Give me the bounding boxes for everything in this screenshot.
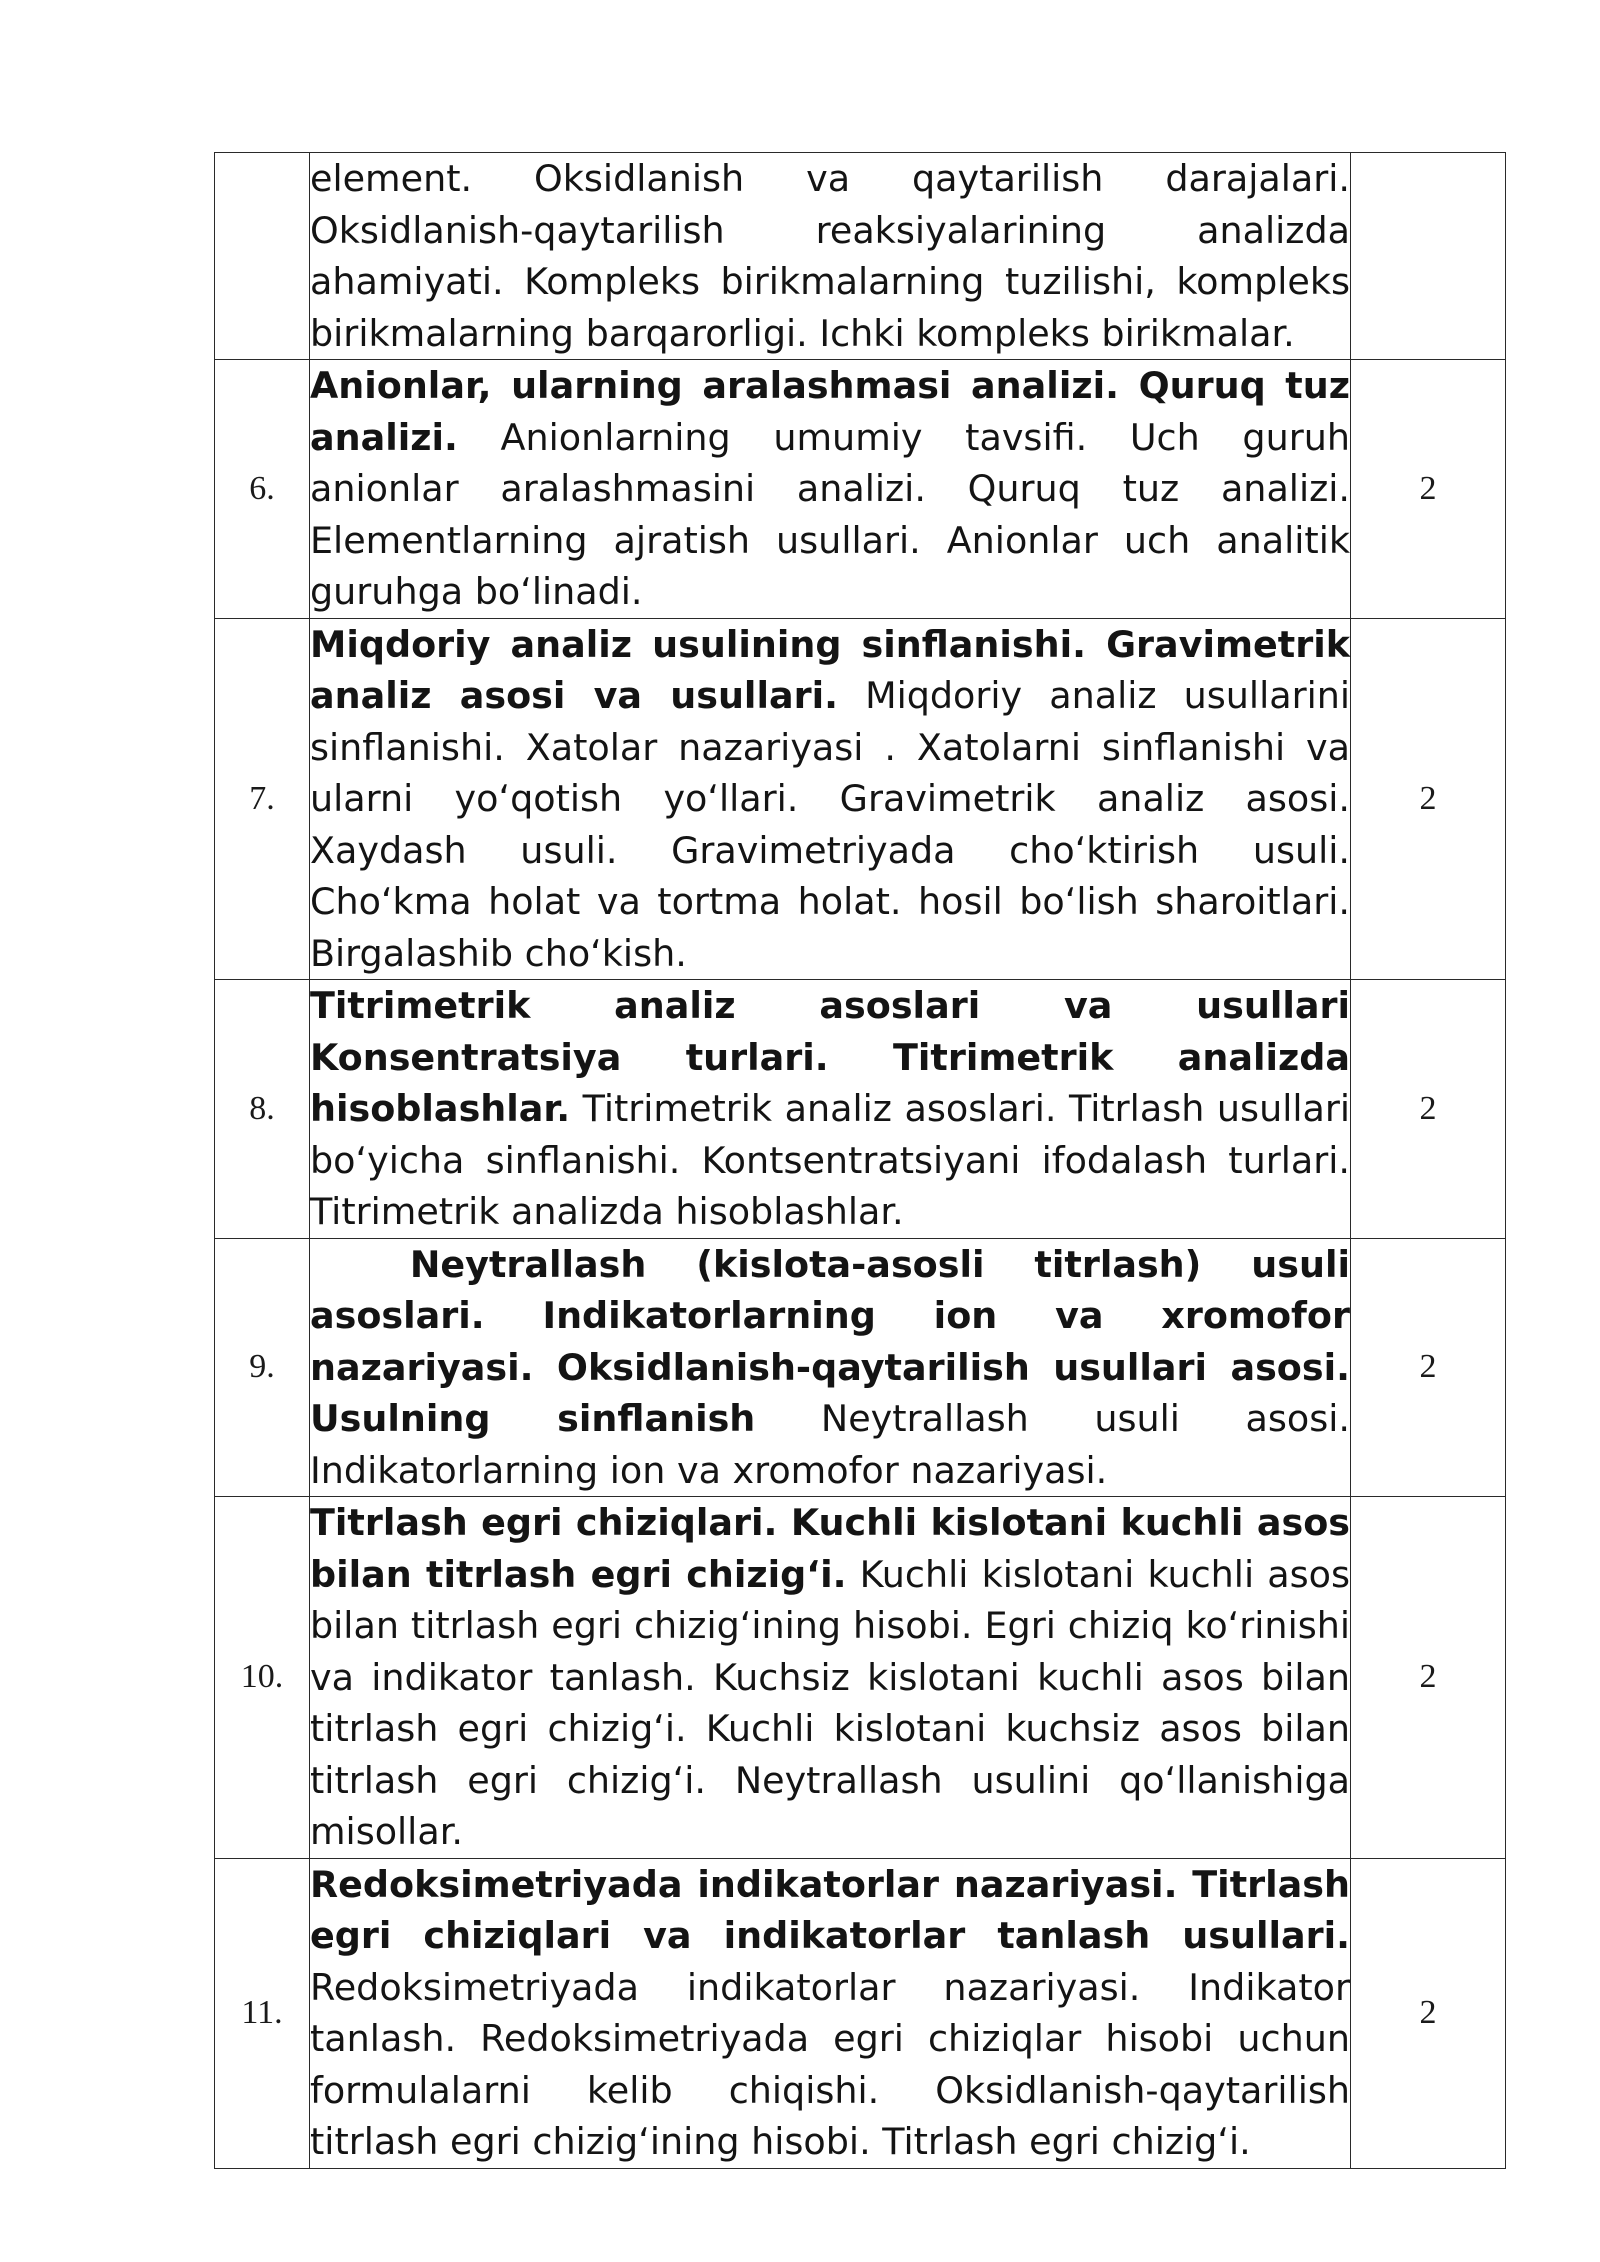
topic-cell bbox=[310, 1497, 1351, 1859]
row-number: 6. bbox=[215, 360, 310, 619]
topic-cell bbox=[310, 153, 1351, 360]
topic-description: Neytrallash usuli asosi. Indikatorlarning ion va xromofor nazariyasi. bbox=[310, 1397, 1350, 1492]
topic-title: Miqdoriy analiz usulining sinflanishi. Gravimetrik analiz asosi va usullari. bbox=[310, 622, 1350, 717]
hours-cell bbox=[1351, 153, 1506, 360]
hours-cell: 2 bbox=[1351, 980, 1506, 1239]
topic-title: Anionlar, ularning aralashmasi analizi. Quruq tuz analizi. bbox=[310, 364, 1350, 459]
topic-title: Redoksimetriyada indikatorlar nazariyasi. Titrlash egri chiziqlari va indikatorlar tanlash usullari. bbox=[310, 1862, 1350, 1957]
row-number: 7. bbox=[215, 618, 310, 980]
topic-description: Kuchli kislotani kuchli asos bilan titrlash egri chizig‘ining hisobi. Egri chiziq ko‘rinishi va indikator tanlash. Kuchsiz kislotani kuchli asos bilan titrlash egri chizig‘i. Kuchli kislotani kuchsiz asos bilan titrlash egri chizig‘i. Neytrallash usulini qo‘llanishiga misollar. bbox=[310, 1552, 1350, 1853]
topic-description: Anionlarning umumiy tavsifi. Uch guruh anionlar aralashmasini analizi. Quruq tuz analizi. Elementlarning ajratish usullari. Anionlar uch analitik guruhga bo‘linadi. bbox=[310, 415, 1350, 613]
row-number: 11. bbox=[215, 1858, 310, 2168]
hours-cell: 2 bbox=[1351, 1497, 1506, 1859]
topic-cell bbox=[310, 360, 1351, 619]
table-row bbox=[215, 360, 1506, 619]
topic-description: Miqdoriy analiz usullarini sinflanishi. Xatolar nazariyasi . Xatolarni sinflanishi va ularni yo‘qotish yo‘llari. Gravimetrik analiz asosi. Xaydash usuli. Gravimetriyada cho‘ktirish usuli. Cho‘kma holat va tortma holat. hosil bo‘lish sharoitlari. Birgalashib cho‘kish. bbox=[310, 674, 1350, 975]
topic-description: element. Oksidlanish va qaytarilish darajalari. Oksidlanish-qaytarilish reaksiyalarining analizda ahamiyati. Kompleks birikmalarning tuzilishi, kompleks birikmalarning barqarorligi. Ichki kompleks birikmalar. bbox=[310, 157, 1350, 355]
topic-description: Redoksimetriyada indikatorlar nazariyasi. Indikator tanlash. Redoksimetriyada egri chiziqlar hisobi uchun formulalarni kelib chiqishi. Oksidlanish-qaytarilish titrlash egri chizig‘ining hisobi. Titrlash egri chizig‘i. bbox=[310, 1965, 1350, 2163]
topic-cell bbox=[310, 1238, 1363, 1497]
topic-cell bbox=[310, 980, 1351, 1239]
hours-cell: 2 bbox=[1351, 618, 1506, 980]
row-number bbox=[215, 153, 310, 360]
topic-cell bbox=[310, 618, 1351, 980]
topic-description: Titrimetrik analiz asoslari. Titrlash usullari bo‘yicha sinflanishi. Kontsentratsiyani ifodalash turlari. Titrimetrik analizda hisoblashlar. bbox=[310, 1087, 1350, 1233]
table-row bbox=[215, 1497, 1506, 1859]
hours-cell: 2 bbox=[1351, 1858, 1506, 2168]
table-row bbox=[215, 1238, 1506, 1497]
topic-title: Titrlash egri chiziqlari. Kuchli kislotani kuchli asos bilan titrlash egri chizig‘i. bbox=[310, 1501, 1350, 1596]
table-row bbox=[215, 618, 1506, 980]
table-row bbox=[215, 980, 1506, 1239]
hours-cell: 2 bbox=[1351, 360, 1506, 619]
table-row bbox=[215, 153, 1506, 360]
topic-title: Titrimetrik analiz asoslari va usullari Konsentratsiya turlari. Titrimetrik analizda hisoblashlar. bbox=[310, 984, 1350, 1130]
topic-title: Neytrallash (kislota-asosli titrlash) usuli asoslari. Indikatorlarning ion va xromofor nazariyasi. Oksidlanish-qaytarilish usullari asosi. Usulning sinflanish bbox=[310, 1242, 1363, 1440]
topic-cell bbox=[310, 1858, 1351, 2168]
syllabus-table bbox=[214, 152, 1506, 2169]
row-number: 10. bbox=[215, 1497, 310, 1859]
table-row bbox=[215, 1858, 1506, 2168]
row-number: 8. bbox=[215, 980, 310, 1239]
row-number: 9. bbox=[215, 1238, 310, 1497]
hours-cell: 2 bbox=[1351, 1238, 1506, 1497]
